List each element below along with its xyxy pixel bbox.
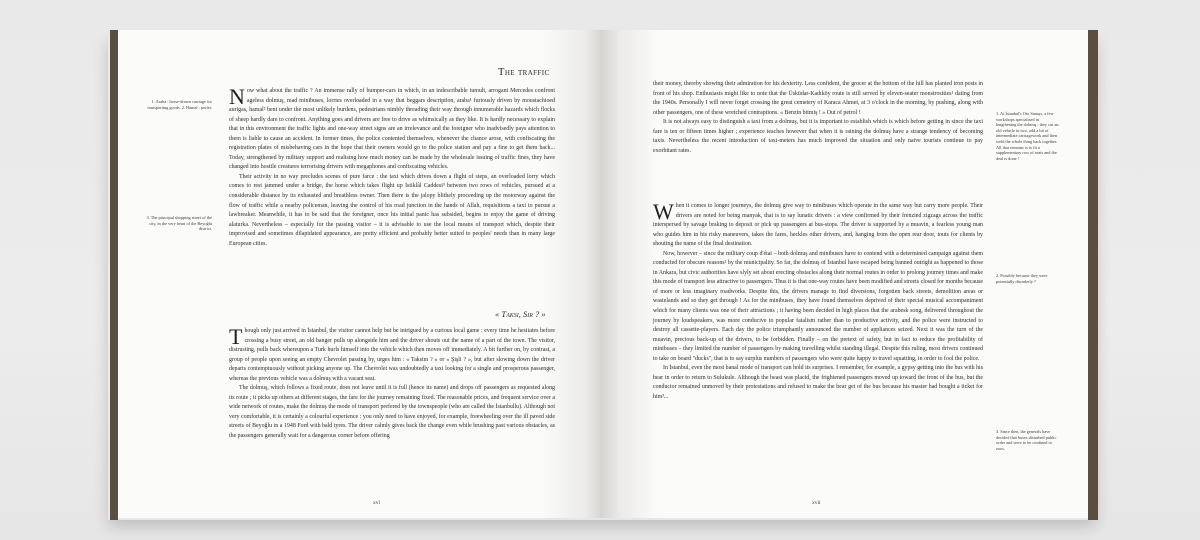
page-number: xvii xyxy=(812,500,821,506)
body-text-block xyxy=(229,84,555,307)
right-page xyxy=(600,30,1088,518)
chapter-title: The traffic xyxy=(498,67,550,78)
paragraph xyxy=(229,84,555,173)
paragraph: Their activity in no way precludes scenes of pure farce : the taxi which drives down a flight of steps, an overloaded lorry which comes to rest jammed under a bridge, the horse which takes flight up İstiklâl Caddesi³ between two rows of vehicles, pursued at a considerable distance by its exhausted and breathless owner. Then there is the jalopy blithely proceeding up the motorway against the flow of traffic while a nearby policeman, leaving the control of his road junction in the hands of Allah, requisitions a taxi to pursue a lawbreaker. Meanwhile, it has to be said that the foreigner, once his initial panic has subsided, begins to enjoy the game of driving alaturka. Nevertheless – especially for the passing visitor – it is advisable to use the local means of transport which, despite their improvised and sometimes dilapidated appearance, are pretty efficient and probably better suited to peoples' needs than in many large European cities. xyxy=(229,173,555,247)
left-page xyxy=(118,30,600,518)
drop-cap: N xyxy=(229,84,245,109)
paragraph-text: ow what about the traffic ? An immense rally of bumper-cars in which, in an indescribable tumult, arrogant Mercedes confront ageless dolmuş, mad minibuses, lorries overloaded in a way that beggars description, araba¹ furiously driven by moustachioed aurigas, hamal² bent under the most unlikely burdens, pedestrians nimbly threading their way through innumerable hazards which flocks of sheep hardly dare to confront. Anything goes and drivers are free to drive as whimsically as they like. It is hardly necessary to explain that in this environment the traffic lights and one-way street signs are an irrelevance and the foreigner who inadvisedly pays attention to them is liable to cause an accident. In former times, the police contented themselves, whenever the chance arose, with confiscating the registration plates of misbehaving cars in the hope that their owners would go to the police station and pay a fine to get them back... Today, strengthened by military support and realising how much money can be made by the wholesale issuing of traffic fines, they have changed into hostile creatures terrorising drivers with megaphones and confiscating vehicles. xyxy=(229,88,555,171)
paragraph: The dolmuş, which follows a fixed route, does not leave until it is full (hence its name) and drops off passengers as requested along its route ; it picks up others at different stages, the fare for the journey remaining fixed. The reasonable prices, and frequent service over a wide network of routes, make the dolmuş the mode of transport prefered by the townspeople (who are called the İstanbullu). Although not very comfortable, it is certainly a colourful experience : you only need to have enjoyed, for example, freewheeling over the ill paved side streets of Beyoğlu in a 1948 Ford with bald tyres. The driver calmly gives back the change even while brushing past various obstacles, as the passengers generally wait for a dangerous corner before offering xyxy=(229,385,555,440)
paragraph: their money, thereby showing their admiration for his dexterity. Less confident, the grocer at the bottom of the hill has planted iron posts in front of his shop. Enthusiasts might like to note that the Üsküdar-Kadıköy route is still served by eleven-seater monstrosities¹ dating from the 1940s. Personally I will never forget crossing the great cemetery of Karaca Ahmet, at 3 o'clock in the morning, by pushing, along with other passengers, one of these wretched contraptions. « Benzin bitmiş ! » Out of petrol ! xyxy=(653,81,983,116)
book-cover-edge-left xyxy=(110,30,118,520)
side-note: 2. Possibly because they were potentially disorderly ? xyxy=(996,273,1048,284)
book-cover-edge-right xyxy=(1088,30,1098,520)
paragraph: Now, however – since the military coup d'état – both dolmuş and minibuses have to contend with a determined campaign against them conducted for obscure reasons² by the municipality. So far, the dolmuş of İstanbul have escaped being banned outright as happened to those in Ankara, but civic authorities have slyly set about erecting obstacles along their normal routes in order to prolong journey times and make this mode of transport less attractive to passengers. Thus it is that one-way routes have been modified and streets closed for months because of more or less imaginary roadworks. Despite this, the drivers manage to find diversions, forgotten back streets, demolition areas or wastelands and so they get through ! As for the minibuses, they have found themselves deprived of their special musical accompaniment which for many clients was one of their attractions ; it having been decided in high places that the arabesk song, delivered throughout the journey by loudspeakers, was more conducive to popular fatalism rather than to productive activity, and the police were instructed to destroy all cassette-players. Each day the police triumphantly announced the number of appliances seized. Next it was the turn of the muavin, precious back-up of the drivers, to be forbidden. Finally – on the pretext of safety, but in fact to reduce the profitability of minibuses – they limited the number of passengers by making travelling whilst standing illegal. Despite this ruling, most drivers continued to take on board "ducks", that is to say surplus numbers of passengers who were quite happy to travel squatting, in order to fool the police. xyxy=(653,250,983,362)
paragraph xyxy=(229,324,555,384)
paragraph: In İstanbul, even the most banal mode of transport can hold its surprises. I remember, for example, a gypsy getting into the bus with his bear in order to return to Sulukule. Although the beast was placid, the frightened passengers moved up toward the front of the bus, but the conductor remained unmoved by their protestations and refused to make the bear get of the bus because his master had bought a ticket for him³... xyxy=(653,365,983,400)
side-note: 3. Since then, the generals have decided that buses disturbed public order and were to be confined to zoos. xyxy=(996,429,1057,451)
body-text-block xyxy=(229,324,555,487)
section-title: « Taksi, Sir ? » xyxy=(495,309,546,319)
side-note: 1. At İstanbul's Oto Sanayı, a few workshops specialised in lengthening the dolmuş : they cut an old vehicle in two, add a bit of intermediate carriagework and then weld the whole thing back together. All that remains is to fit a supplementary row of seats and the deal is done ! xyxy=(996,111,1059,161)
paragraph: It is not always easy to distinguish a taxi from a dolmuş, but it is important to establish which is which before getting in since the taxi fare is ten or fifteen times higher ; experience teaches however that when it is raining the dolmuş have a strange tendency of becoming taxis. Nevertheless the recent introduction of taxi-meters has much improved the situation and only naive tourists continue to pay exorbitant rates. xyxy=(653,119,983,154)
side-note: 3. The principal shopping street of the city, in the very heart of the Beyoğlu district. xyxy=(146,215,212,232)
paragraph-text: hough only just arrived in İstanbul, the visitor cannot help but be intrigued by a curious local game : every time he hesitates before crossing a busy street, an old banger pulls up alongside him and the driver shouts out the name of a part of the town. The visitor, distrusting, pulls back whereupon a Turk hurls himself into the vehicle which then moves off immediately. A bit further on, by contrast, a group of people upon seeing an empty Chevrolet passing by, urges him : « Taksim ? » or « Şişli ? », but after slowing down the driver departs contemptuously without picking anyone up. The Chevrolet was undoubtedly a taxi looking for a single and prosperous passenger, whereas the previous vehicle was a dolmuş with a vacant seat. xyxy=(229,328,555,382)
page-number: xvi xyxy=(373,500,381,506)
paragraph-text: hen it comes to longer journeys, the dolmuş give way to minibuses which operate in the same way but carry more people. Their drivers are noted for being manyak, that is to say lunatic drivers : a view confirmed by their frenzied zigzags across the traffic interspersed by savage braking to deposit or pick up passengers at bus-stops. The driver is supported by a muavin, a fearless young man who guides him in his risky maneuvers, takes the fares, heckles other drivers, and, hanging from the open rear door, touts for clients by shouting the name of the final destination. xyxy=(653,203,983,248)
side-note: 1. Araba : horse-drawn carriage for transporting goods. 2. Hamal : porter. xyxy=(147,99,212,110)
paragraph xyxy=(653,199,983,250)
body-text-block xyxy=(653,80,983,202)
drop-cap: T xyxy=(229,324,243,349)
drop-cap: W xyxy=(653,199,674,224)
body-text-block xyxy=(653,199,983,492)
